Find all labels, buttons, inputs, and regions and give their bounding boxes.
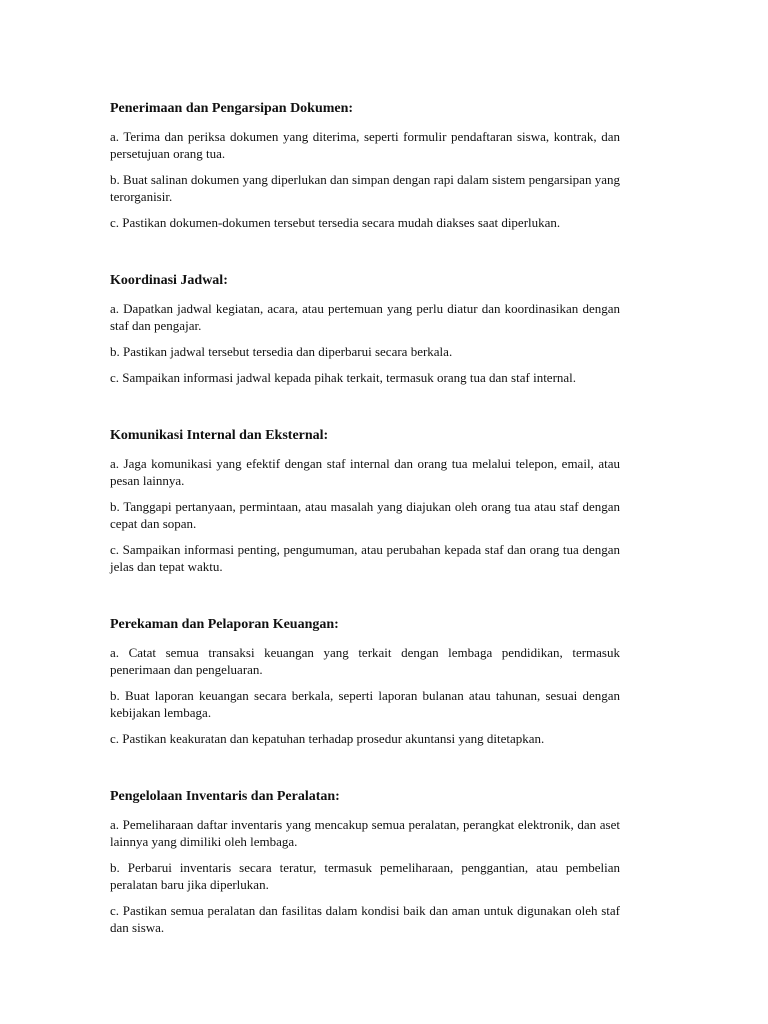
list-item: c. Pastikan semua peralatan dan fasilitas dalam kondisi baik dan aman untuk digunakan oleh staf dan siswa. <box>110 903 620 935</box>
list-item: c. Sampaikan informasi penting, pengumuman, atau perubahan kepada staf dan orang tua dengan jelas dan tepat waktu. <box>110 542 620 574</box>
list-item: a. Jaga komunikasi yang efektif dengan staf internal dan orang tua melalui telepon, email, atau pesan lainnya. <box>110 456 620 488</box>
section-title: Pengelolaan Inventaris dan Peralatan: <box>110 789 340 804</box>
section-title: Penerimaan dan Pengarsipan Dokumen: <box>110 101 354 116</box>
section-komunikasi <box>110 427 620 575</box>
section-keuangan <box>110 616 620 747</box>
section-inventaris <box>110 788 620 936</box>
section-title: Koordinasi Jadwal: <box>110 273 228 288</box>
list-item: c. Pastikan dokumen-dokumen tersebut tersedia secara mudah diakses saat diperlukan. <box>110 215 561 230</box>
list-item: b. Buat salinan dokumen yang diperlukan dan simpan dengan rapi dalam sistem pengarsipan yang terorganisir. <box>110 172 620 204</box>
section-title: Komunikasi Internal dan Eksternal: <box>110 428 329 443</box>
section-penerimaan-pengarsipan <box>110 100 620 231</box>
list-item: c. Pastikan keakuratan dan kepatuhan terhadap prosedur akuntansi yang ditetapkan. <box>110 731 545 746</box>
list-item: c. Sampaikan informasi jadwal kepada pihak terkait, termasuk orang tua dan staf internal. <box>110 370 577 385</box>
list-item: a. Terima dan periksa dokumen yang diterima, seperti formulir pendaftaran siswa, kontrak, dan persetujuan orang tua. <box>110 129 620 161</box>
list-item: b. Buat laporan keuangan secara berkala, seperti laporan bulanan atau tahunan, sesuai dengan kebijakan lembaga. <box>110 688 620 720</box>
section-title: Perekaman dan Pelaporan Keuangan: <box>110 617 339 632</box>
document-content <box>110 100 620 936</box>
list-item: b. Pastikan jadwal tersebut tersedia dan diperbarui secara berkala. <box>110 344 453 359</box>
section-koordinasi-jadwal <box>110 272 620 386</box>
list-item: a. Dapatkan jadwal kegiatan, acara, atau pertemuan yang perlu diatur dan koordinasikan dengan staf dan pengajar. <box>110 301 620 333</box>
list-item: b. Tanggapi pertanyaan, permintaan, atau masalah yang diajukan oleh orang tua atau staf dengan cepat dan sopan. <box>110 499 620 531</box>
list-item: a. Catat semua transaksi keuangan yang terkait dengan lembaga pendidikan, termasuk penerimaan dan pengeluaran. <box>110 645 620 677</box>
list-item: b. Perbarui inventaris secara teratur, termasuk pemeliharaan, penggantian, atau pembelian peralatan baru jika diperlukan. <box>110 860 620 892</box>
list-item: a. Pemeliharaan daftar inventaris yang mencakup semua peralatan, perangkat elektronik, dan aset lainnya yang dimiliki oleh lembaga. <box>110 817 620 849</box>
